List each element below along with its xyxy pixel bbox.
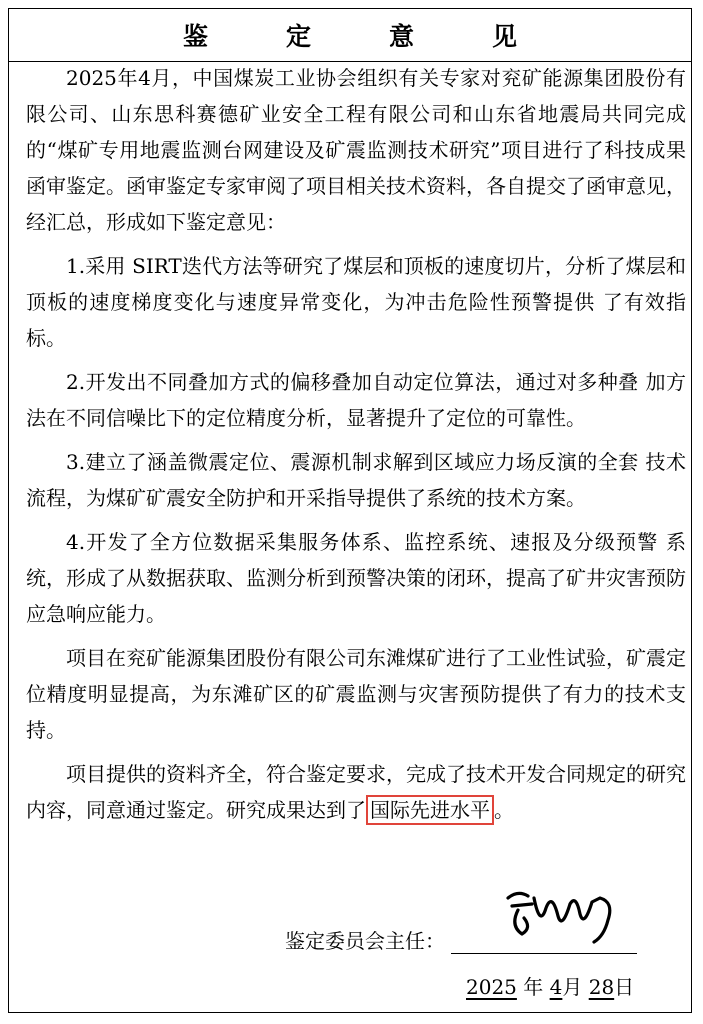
date-day: 28	[588, 975, 615, 999]
conclusion-paragraph	[26, 756, 686, 828]
finding-1-paragraph: 1.采用 SIRT迭代方法等研究了煤层和顶板的速度切片，分析了煤层和顶板的速度梯度变化与速度异常变化，为冲击危险性预警提供 了有效指标。	[26, 254, 686, 350]
page-title: 鉴定意见	[182, 22, 595, 51]
conclusion-text: 项目提供的资料齐全，符合鉴定要求，完成了技术开发合同规定的研究内容，同意通过鉴定。研究成果达到了	[26, 762, 686, 822]
finding-2-paragraph: 2.开发出不同叠加方式的偏移叠加自动定位算法，通过对多种叠 加方法在不同信噪比下的定位精度分析，显著提升了定位的可靠性。	[26, 370, 686, 430]
date-row	[466, 971, 634, 1000]
signature-row	[285, 925, 637, 954]
date-year-unit: 年	[523, 975, 544, 999]
field-test-paragraph: 项目在兖矿能源集团股份有限公司东滩煤矿进行了工业性试验，矿震定位精度明显提高，为东滩矿区的矿震监测与灾害预防提供了有力的技术支持。	[26, 646, 686, 742]
title-row	[9, 9, 691, 62]
date-month: 4	[549, 975, 563, 999]
opinion-body	[26, 60, 686, 828]
highlighted-level: 国际先进水平	[366, 795, 494, 825]
signature-label: 鉴定委员会主任：	[285, 929, 445, 953]
intro-paragraph: 2025年4月，中国煤炭工业协会组织有关专家对兖矿能源集团股份有限公司、山东思科赛德矿业安全工程有限公司和山东省地震局共同完成的“煤矿专用地震监测台网建设及矿震监测技术研究”项目进行了科技成果函审鉴定。函审鉴定专家审阅了项目相关技术资料，各自提交了函审意见，经汇总，形成如下鉴定意见：	[26, 66, 686, 234]
date-month-unit: 月	[562, 975, 583, 999]
signature-line	[451, 927, 637, 954]
date-day-unit: 日	[614, 975, 635, 999]
date-year: 2025	[466, 975, 517, 999]
conclusion-end: 。	[494, 798, 514, 822]
finding-4-paragraph: 4.开发了全方位数据采集服务体系、监控系统、速报及分级预警 系统，形成了从数据获取、监测分析到预警决策的闭环，提高了矿井灾害预防应急响应能力。	[26, 530, 686, 626]
finding-3-paragraph: 3.建立了涵盖微震定位、震源机制求解到区域应力场反演的全套 技术流程，为煤矿矿震安全防护和开采指导提供了系统的技术方案。	[26, 450, 686, 510]
